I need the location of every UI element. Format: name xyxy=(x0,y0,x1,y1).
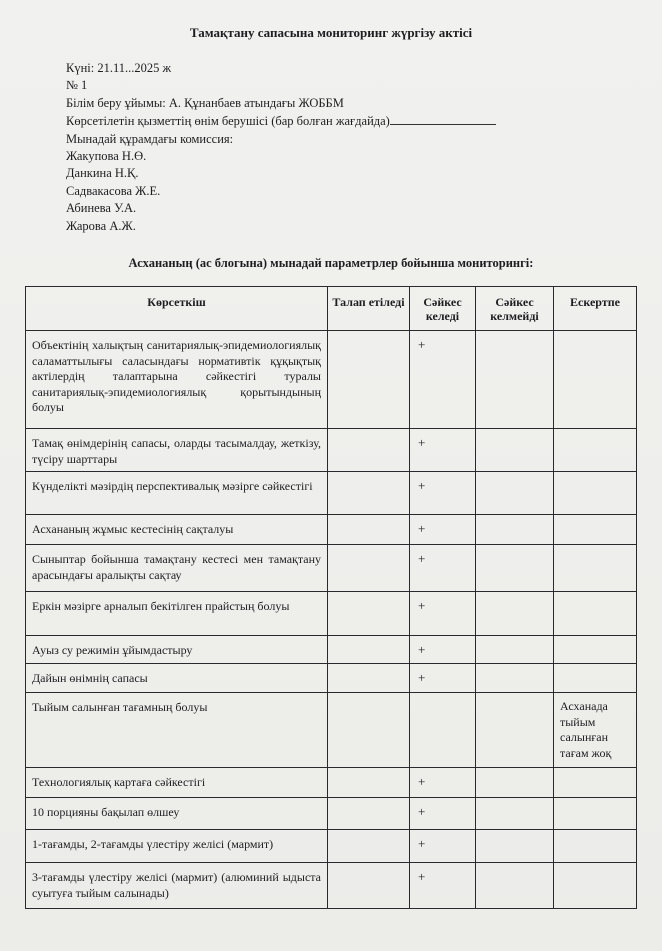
table-row xyxy=(26,693,637,768)
mismatch-cell xyxy=(476,472,554,515)
number-line: № 1 xyxy=(66,78,88,93)
supplier-blank-line xyxy=(390,112,496,125)
indicator-cell: Еркін мәзірге арналып бекітілген прайстың болуы xyxy=(26,592,328,636)
match-cell: + xyxy=(410,515,476,545)
table-row xyxy=(26,798,637,830)
note-cell xyxy=(554,429,637,472)
match-cell: + xyxy=(410,429,476,472)
required-cell xyxy=(328,664,410,693)
mismatch-cell xyxy=(476,798,554,830)
note-cell xyxy=(554,768,637,798)
table-row xyxy=(26,545,637,592)
table-row xyxy=(26,472,637,515)
commission-member: Садвакасова Ж.Е. xyxy=(66,183,161,198)
note-cell xyxy=(554,664,637,693)
indicator-cell: Объектінің халықтың санитариялық-эпидемиологиялық саламаттылығы саласындағы нормативтік құқықтық актілердің талаптарына сәйкестігі туралы санитариялық-эпидемиологиялық қорытындының болуы xyxy=(26,331,328,429)
required-cell xyxy=(328,545,410,592)
match-cell: + xyxy=(410,545,476,592)
mismatch-cell xyxy=(476,636,554,664)
mismatch-cell xyxy=(476,429,554,472)
required-cell xyxy=(328,830,410,863)
note-cell xyxy=(554,863,637,909)
required-cell xyxy=(328,636,410,664)
required-cell xyxy=(328,472,410,515)
match-cell: + xyxy=(410,664,476,693)
note-cell xyxy=(554,545,637,592)
table-row xyxy=(26,863,637,909)
note-cell xyxy=(554,592,637,636)
commission-member: Абинева У.А. xyxy=(66,201,137,216)
note-cell xyxy=(554,798,637,830)
mismatch-cell xyxy=(476,693,554,768)
match-cell xyxy=(410,693,476,768)
mismatch-cell xyxy=(476,331,554,429)
supplier-label: Көрсетілетін қызметтің өнім берушісі (бар болған жағдайда) xyxy=(66,114,390,129)
indicator-cell: Ауыз су режимін ұйымдастыру xyxy=(26,636,328,664)
note-cell xyxy=(554,515,637,545)
indicator-cell: 3-тағамды үлестіру желісі (мармит) (алюминий ыдыста суытуға тыйым салынады) xyxy=(26,863,328,909)
table-row xyxy=(26,592,637,636)
document-title: Тамақтану сапасына мониторинг жүргізу актісі xyxy=(189,25,473,40)
commission-member: Жарова А.Ж. xyxy=(66,218,136,233)
required-cell xyxy=(328,863,410,909)
indicator-cell: Дайын өнімнің сапасы xyxy=(26,664,328,693)
header-indicator: Көрсеткіш xyxy=(26,287,328,331)
date-line: Күні: 21.11...2025 ж xyxy=(66,61,172,75)
required-cell xyxy=(328,592,410,636)
header-match: Сәйкес келеді xyxy=(410,287,476,331)
act-info xyxy=(66,60,496,235)
match-cell: + xyxy=(410,830,476,863)
table-row xyxy=(26,429,637,472)
commission-member: Данкина Н.Қ. xyxy=(66,166,139,181)
monitoring-table xyxy=(25,286,637,909)
indicator-cell: Тыйым салынған тағамның болуы xyxy=(26,693,328,768)
commission-member: Жакупова Н.Ө. xyxy=(66,149,147,164)
organization-line: Білім беру ұйымы: А. Құнанбаев атындағы ЖОББМ xyxy=(66,95,344,110)
match-cell: + xyxy=(410,331,476,429)
indicator-cell: Асхананың жұмыс кестесінің сақталуы xyxy=(26,515,328,545)
indicator-cell: 1-тағамды, 2-тағамды үлестіру желісі (мармит) xyxy=(26,830,328,863)
indicator-cell: Күнделікті мәзірдің перспективалық мәзірге сәйкестігі xyxy=(26,472,328,515)
table-row xyxy=(26,331,637,429)
required-cell xyxy=(328,429,410,472)
header-note: Ескертпе xyxy=(554,287,637,331)
mismatch-cell xyxy=(476,592,554,636)
indicator-cell: 10 порцияны бақылап өлшеу xyxy=(26,798,328,830)
note-cell xyxy=(554,331,637,429)
match-cell: + xyxy=(410,798,476,830)
monitoring-subtitle: Асхананың (ас блогына) мынадай параметрлер бойынша мониторингі: xyxy=(128,256,534,270)
match-cell: + xyxy=(410,768,476,798)
required-cell xyxy=(328,331,410,429)
required-cell xyxy=(328,798,410,830)
mismatch-cell xyxy=(476,515,554,545)
indicator-cell: Технологиялық картаға сәйкестігі xyxy=(26,768,328,798)
table-row xyxy=(26,636,637,664)
required-cell xyxy=(328,768,410,798)
match-cell: + xyxy=(410,592,476,636)
table-header-row xyxy=(26,287,637,331)
note-cell xyxy=(554,472,637,515)
mismatch-cell xyxy=(476,545,554,592)
indicator-cell: Сыныптар бойынша тамақтану кестесі мен тамақтану арасындағы аралықты сақтау xyxy=(26,545,328,592)
indicator-cell: Тамақ өнімдерінің сапасы, оларды тасымалдау, жеткізу, түсіру шарттары xyxy=(26,429,328,472)
table-row xyxy=(26,768,637,798)
match-cell: + xyxy=(410,863,476,909)
required-cell xyxy=(328,515,410,545)
mismatch-cell xyxy=(476,863,554,909)
note-cell xyxy=(554,830,637,863)
commission-label: Мынадай құрамдағы комиссия: xyxy=(66,131,234,146)
mismatch-cell xyxy=(476,768,554,798)
match-cell: + xyxy=(410,636,476,664)
table-row xyxy=(26,664,637,693)
note-cell: Асханада тыйым салынған тағам жоқ xyxy=(554,693,637,768)
table-row xyxy=(26,515,637,545)
supplier-line xyxy=(66,112,496,130)
note-cell xyxy=(554,636,637,664)
header-required: Талап етіледі xyxy=(328,287,410,331)
mismatch-cell xyxy=(476,664,554,693)
mismatch-cell xyxy=(476,830,554,863)
header-mismatch: Сәйкес келмейді xyxy=(476,287,554,331)
table-row xyxy=(26,830,637,863)
required-cell xyxy=(328,693,410,768)
match-cell: + xyxy=(410,472,476,515)
